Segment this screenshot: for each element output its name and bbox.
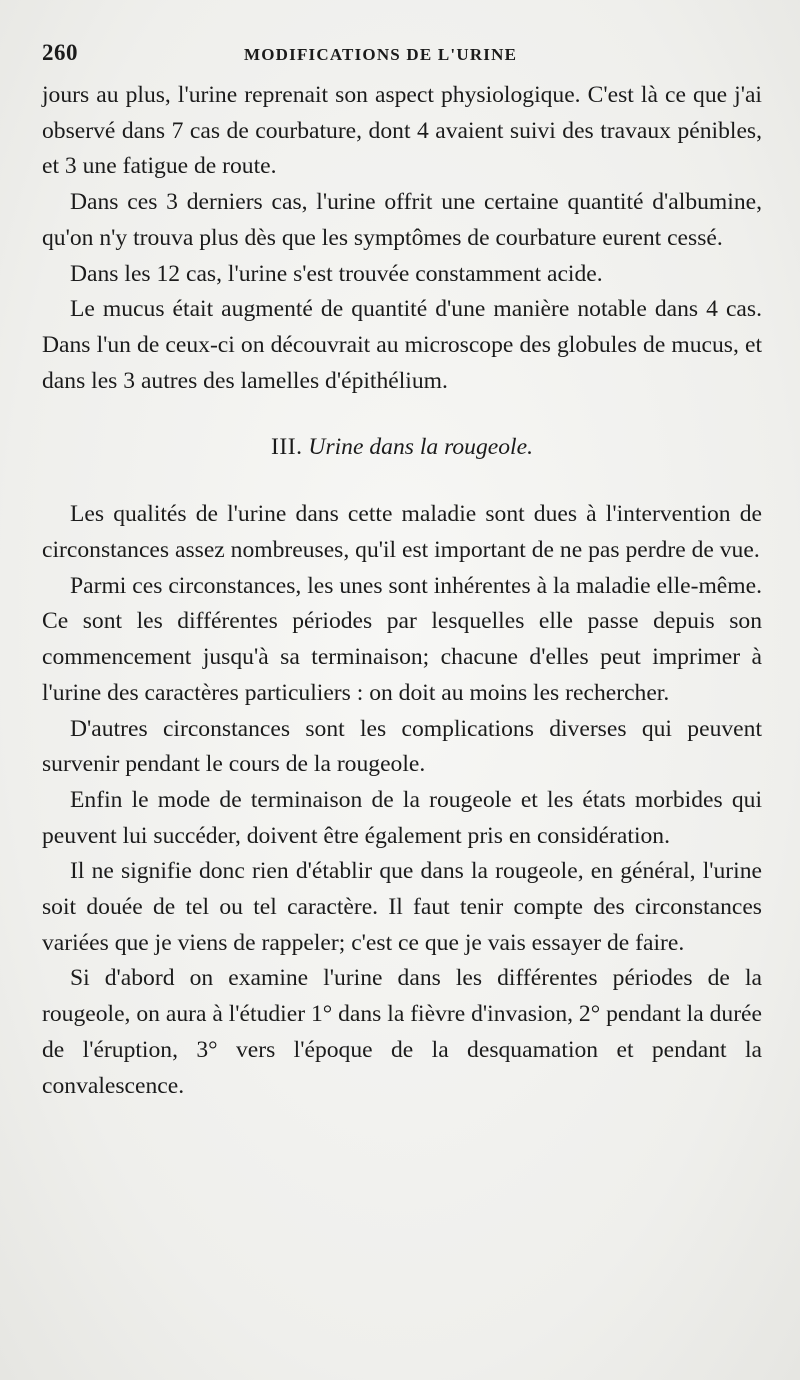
paragraph: Si d'abord on examine l'urine dans les différentes périodes de la rougeole, on aura à l'étudier 1° dans la fièvre d'invasion, 2° pendant la durée de l'éruption, 3° vers l'époque de la desquamation et pendant la convalescence. xyxy=(42,965,762,1099)
running-head xyxy=(42,40,762,74)
running-title: MODIFICATIONS DE L'URINE xyxy=(244,45,518,64)
paragraph: Il ne signifie donc rien d'établir que dans la rougeole, en général, l'urine soit douée de tel ou tel caractère. Il faut tenir compte des circonstances variées que je viens de rappeler; c'est ce que je vais essayer de faire. xyxy=(42,858,762,956)
paragraph: Le mucus était augmenté de quantité d'une manière notable dans 4 cas. Dans l'un de ceux-ci on découvrait au microscope des globules de mucus, et dans les 3 autres des lamelles d'épithélium. xyxy=(42,296,762,394)
section-heading xyxy=(42,429,762,465)
body-text xyxy=(42,78,762,1104)
paragraph: Parmi ces circonstances, les unes sont inhérentes à la maladie elle-même. Ce sont les différentes périodes par lesquelles elle passe depuis son commencement jusqu'à sa terminaison; chacune d'elles peut imprimer à l'urine des caractères particuliers : on doit au moins les rechercher. xyxy=(42,572,762,706)
paragraph: Enfin le mode de terminaison de la rougeole et les états morbides qui peuvent lui succéder, doivent être également pris en considération. xyxy=(42,786,762,849)
paragraph: D'autres circonstances sont les complications diverses qui peuvent survenir pendant le cours de la rougeole. xyxy=(42,715,762,778)
section-numeral: III. xyxy=(271,434,303,461)
paragraph: Dans les 12 cas, l'urine s'est trouvée constamment acide. xyxy=(70,260,603,287)
section-title: Urine dans la rougeole. xyxy=(308,434,533,461)
paragraph: Dans ces 3 derniers cas, l'urine offrit une certaine quantité d'albumine, qu'on n'y trouva plus dès que les symptômes de courbature eurent cessé. xyxy=(42,189,762,251)
page-number: 260 xyxy=(42,40,78,65)
paragraph: jours au plus, l'urine reprenait son aspect physiologique. C'est là ce que j'ai observé dans 7 cas de courbature, dont 4 avaient suivi des travaux pénibles, et 3 une fatigue de route. xyxy=(42,82,762,180)
paragraph: Les qualités de l'urine dans cette maladie sont dues à l'intervention de circonstances assez nombreuses, qu'il est important de ne pas perdre de vue. xyxy=(42,501,762,564)
